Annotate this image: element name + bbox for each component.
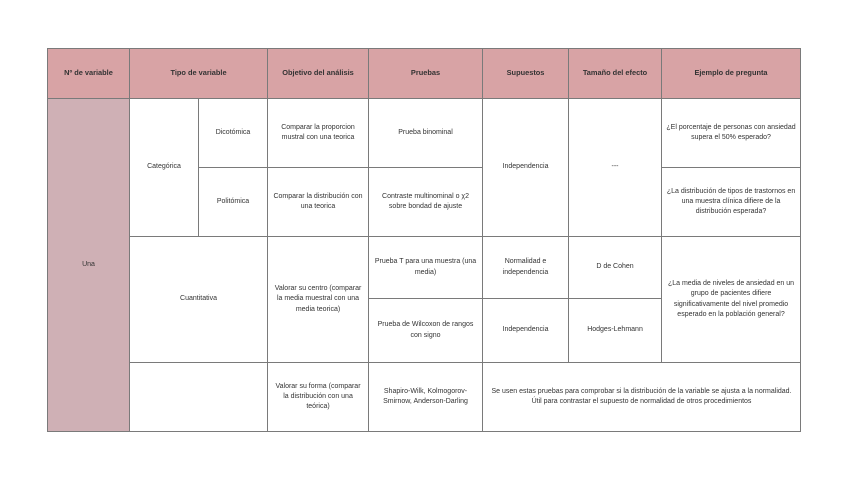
dichotomous-goal-cell: Comparar la proporcion mustral con una teorica (268, 99, 369, 168)
wilcoxon-assumptions-cell: Independencia (483, 299, 569, 363)
variable-count-cell: Una (48, 99, 130, 432)
dichotomous-subtype-cell: Dicotómica (199, 99, 268, 168)
categorical-assumptions-cell: Independencia (483, 99, 569, 237)
polytomous-goal-cell: Comparar la distribución con una teorica (268, 168, 369, 237)
statistics-table (47, 48, 801, 432)
normality-note-cell: Se usen estas pruebas para comprobar si la distribución de la variable se ajusta a la normalidad. Útil para contrastar el supuesto de normalidad de otros procedimientos (483, 363, 801, 432)
categorical-effect-size-cell: --- (569, 99, 662, 237)
t-test-cell: Prueba T para una muestra (una media) (369, 237, 483, 299)
header-analysis-goal: Objetivo del análisis (268, 49, 369, 99)
header-example-question: Ejemplo de pregunta (662, 49, 801, 99)
polytomous-subtype-cell: Politómica (199, 168, 268, 237)
quantitative-example-cell: ¿La media de niveles de ansiedad en un grupo de pacientes difiere significativamente del nivel promedio esperado en la población general? (662, 237, 801, 363)
table-row (48, 363, 801, 432)
dichotomous-example-cell: ¿El porcentaje de personas con ansiedad supera el 50% esperado? (662, 99, 801, 168)
table-row (48, 237, 801, 299)
header-row (48, 49, 801, 99)
quantitative-type-cell: Cuantitativa (130, 237, 268, 363)
shape-type-cell (130, 363, 268, 432)
normality-tests-cell: Shapiro-Wilk, Kolmogorov-Smirnow, Anderson-Darling (369, 363, 483, 432)
categorical-type-cell: Categórica (130, 99, 199, 237)
wilcoxon-test-cell: Prueba de Wilcoxon de rangos con signo (369, 299, 483, 363)
polytomous-example-cell: ¿La distribución de tipos de trastornos en una muestra clínica difiere de la distribución esperada? (662, 168, 801, 237)
header-assumptions: Supuestos (483, 49, 569, 99)
header-effect-size: Tamaño del efecto (569, 49, 662, 99)
t-test-effect-size-cell: D de Cohen (569, 237, 662, 299)
wilcoxon-effect-size-cell: Hodges-Lehmann (569, 299, 662, 363)
t-test-assumptions-cell: Normalidad e independencia (483, 237, 569, 299)
dichotomous-test-cell: Prueba binominal (369, 99, 483, 168)
header-variable-type: Tipo de variable (130, 49, 268, 99)
table-row (48, 99, 801, 168)
shape-goal-cell: Valorar su forma (comparar la distribución con una teórica) (268, 363, 369, 432)
polytomous-test-cell: Contraste multinominal o χ2 sobre bondad de ajuste (369, 168, 483, 237)
header-tests: Pruebas (369, 49, 483, 99)
quantitative-goal-cell: Valorar su centro (comparar la media muestral con una media teorica) (268, 237, 369, 363)
header-variable-number: Nº de variable (48, 49, 130, 99)
